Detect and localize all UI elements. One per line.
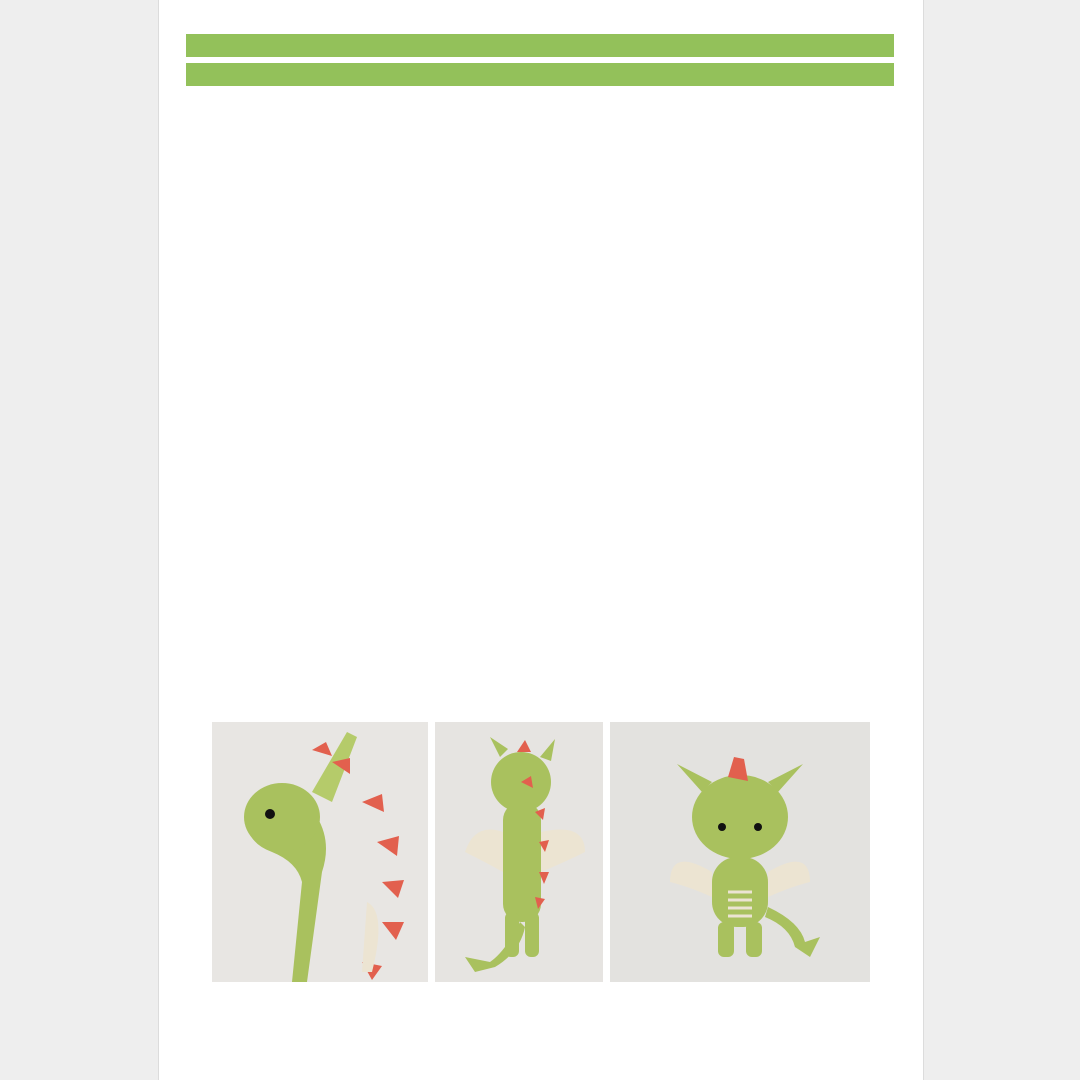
pattern-content bbox=[194, 22, 894, 86]
assembly-header bbox=[186, 63, 894, 86]
photo-dragon-side bbox=[212, 722, 428, 982]
photo-dragon-back bbox=[435, 722, 603, 982]
spikes-header bbox=[186, 34, 894, 57]
photo-dragon-front bbox=[610, 722, 870, 982]
photo-strip bbox=[212, 722, 870, 982]
